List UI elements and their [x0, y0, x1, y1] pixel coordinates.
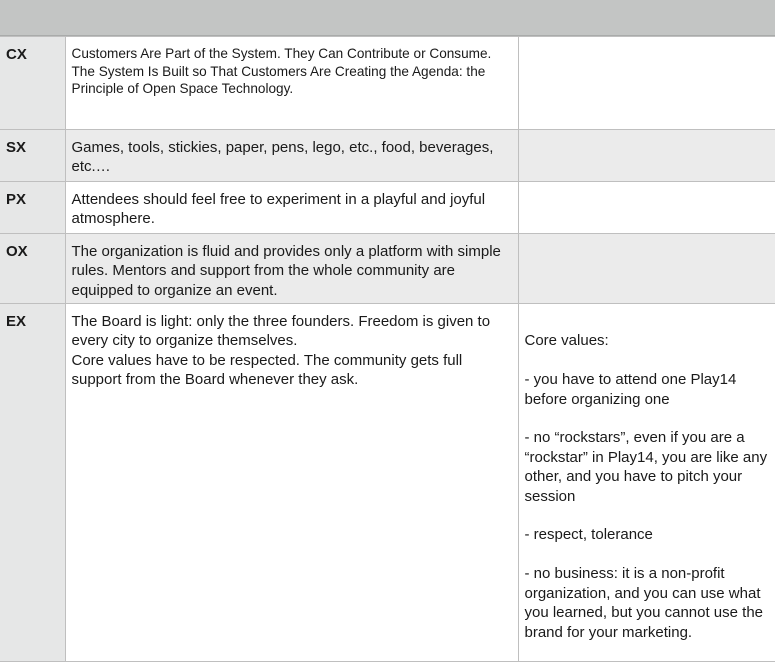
table-row: [0, 234, 775, 304]
row-notes-cell: [518, 304, 775, 662]
row-key-cell: PX: [0, 182, 65, 234]
row-notes-cell: [518, 182, 775, 234]
row-description-cell: The organization is fluid and provides only a platform with simple rules. Mentors and support from the whole community are equipped to organize an event.: [65, 234, 518, 304]
table-header-band: [0, 0, 775, 36]
table-row: [0, 182, 775, 234]
core-value-item: - no business: it is a non-profit organization, and you can use what you learned, but you cannot use the brand for your marketing.: [524, 565, 764, 641]
row-description-cell: The Board is light: only the three founders. Freedom is given to every city to organize themselves. Core values have to be respected. The community gets full support from the Board whenever they ask.: [65, 304, 518, 662]
core-values-title: Core values:: [524, 332, 609, 350]
core-value-item: - you have to attend one Play14 before organizing one: [524, 371, 737, 408]
row-description-cell: Customers Are Part of the System. They Can Contribute or Consume. The System Is Built so That Customers Are Creating the Agenda: the Principle of Open Space Technology.: [65, 37, 518, 130]
row-key-cell: SX: [0, 130, 65, 182]
data-table: [0, 36, 775, 662]
table-row: [0, 304, 775, 662]
row-notes-cell: [518, 130, 775, 182]
table-row: [0, 37, 775, 130]
table-row: [0, 130, 775, 182]
row-key-cell: OX: [0, 234, 65, 304]
row-key-cell: CX: [0, 37, 65, 130]
row-notes-cell: [518, 234, 775, 304]
core-value-item: - respect, tolerance: [524, 526, 653, 544]
row-notes-cell: [518, 37, 775, 130]
row-key-cell: EX: [0, 304, 65, 662]
row-description-cell: Attendees should feel free to experiment in a playful and joyful atmosphere.: [65, 182, 518, 234]
row-description-cell: Games, tools, stickies, paper, pens, lego, etc., food, beverages, etc.…: [65, 130, 518, 182]
core-value-item: - no “rockstars”, even if you are a “rockstar” in Play14, you are like any other, and you have to pitch your session: [524, 429, 768, 505]
